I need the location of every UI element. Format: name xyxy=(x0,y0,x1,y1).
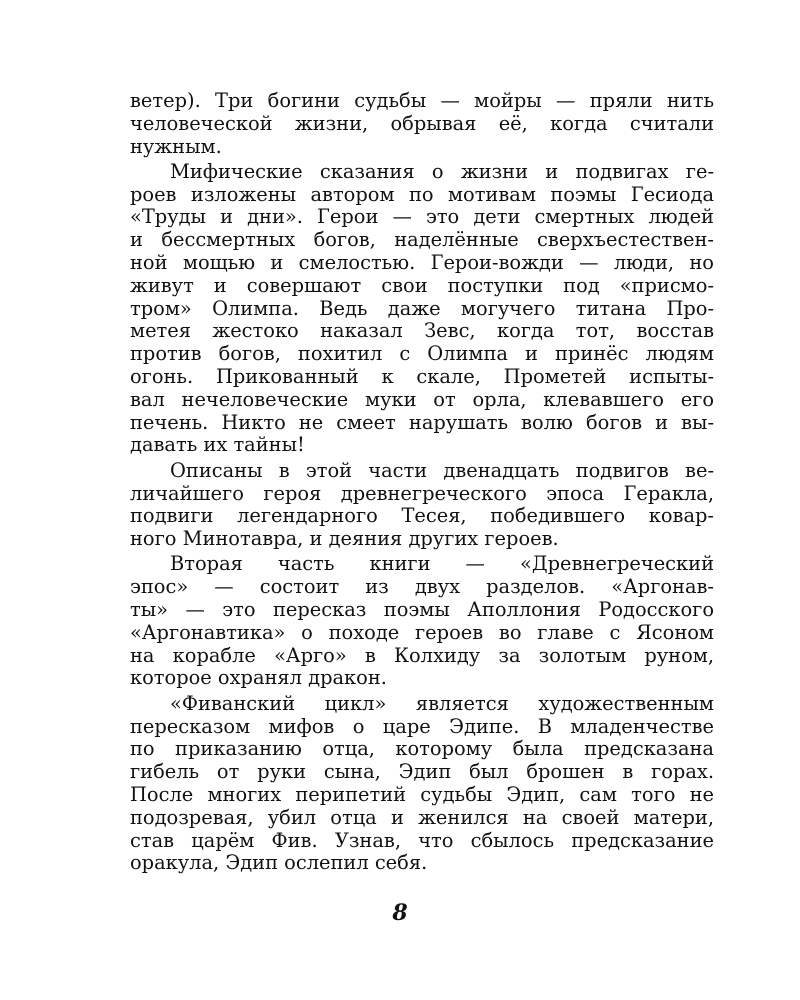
text-line: по приказанию отца, которому была предсказана xyxy=(130,737,714,761)
text-line: против богов, похитил с Олимпа и принёс людям xyxy=(130,342,714,366)
text-line: живут и совершают свои поступки под «присмо- xyxy=(130,273,714,297)
paragraph xyxy=(130,90,714,158)
text-line: метея жестоко наказал Зевс, когда тот, восстав xyxy=(130,319,714,343)
text-line: огонь. Прикованный к скале, Прометей испыты- xyxy=(130,365,714,389)
text-line: ного Минотавра, и деяния других героев. xyxy=(130,527,559,551)
text-line: личайшего героя древнегреческого эпоса Геракла, xyxy=(130,481,714,505)
text-line: Описаны в этой части двенадцать подвигов ве- xyxy=(170,458,714,482)
text-line: «Труды и дни». Герои — это дети смертных людей xyxy=(130,205,714,229)
text-line: гибель от руки сына, Эдип был брошен в горах. xyxy=(130,760,714,784)
text-line: «Фиванский цикл» является художественным xyxy=(170,691,714,715)
text-line: ной мощью и смелостью. Герои-вожди — люди, но xyxy=(130,251,714,275)
text-line: подозревая, убил отца и женился на своей матери, xyxy=(130,805,714,829)
text-line: человеческой жизни, обрывая её, когда считали xyxy=(130,111,714,135)
text-line: подвиги легендарного Тесея, победившего ковар- xyxy=(130,504,714,528)
text-line: Вторая часть книги — «Древнегреческий xyxy=(170,552,714,576)
text-line: «Аргонавтика» о походе героев во главе с Ясоном xyxy=(130,620,714,644)
text-line: ветер). Три богини судьбы — мойры — пряли нить xyxy=(130,89,714,112)
text-line: давать их тайны! xyxy=(130,433,305,457)
text-line: нужным. xyxy=(130,134,222,158)
text-line: на корабле «Арго» в Колхиду за золотым руном, xyxy=(130,643,714,667)
text-line: вал нечеловеческие муки от орла, клевавшего его xyxy=(130,387,714,411)
text-line: печень. Никто не смеет нарушать волю богов и вы- xyxy=(130,410,714,434)
text-line: роев изложены автором по мотивам поэмы Гесиода xyxy=(130,182,714,206)
text-line: оракула, Эдип ослепил себя. xyxy=(130,851,428,875)
text-line: пересказом мифов о царе Эдипе. В младенчестве xyxy=(130,714,714,738)
page-number: 8 xyxy=(392,900,408,926)
text-line: и бессмертных богов, наделённые сверхъестествен- xyxy=(130,228,714,252)
paragraph xyxy=(130,553,714,690)
page-body xyxy=(130,90,714,878)
text-line: Мифические сказания о жизни и подвигах ге- xyxy=(170,159,714,183)
text-line: став царём Фив. Узнав, что сбылось предсказание xyxy=(130,828,714,852)
text-line: ты» — это пересказ поэмы Аполлония Родосского xyxy=(130,598,714,622)
paragraph xyxy=(130,460,714,551)
paragraph xyxy=(130,161,714,457)
text-line: тром» Олимпа. Ведь даже могучего титана Про- xyxy=(130,296,714,320)
text-line: После многих перипетий судьбы Эдип, сам того не xyxy=(130,782,714,806)
text-line: которое охранял дракон. xyxy=(130,666,387,690)
text-line: эпос» — состоит из двух разделов. «Аргонав- xyxy=(130,575,714,599)
paragraph xyxy=(130,693,714,875)
